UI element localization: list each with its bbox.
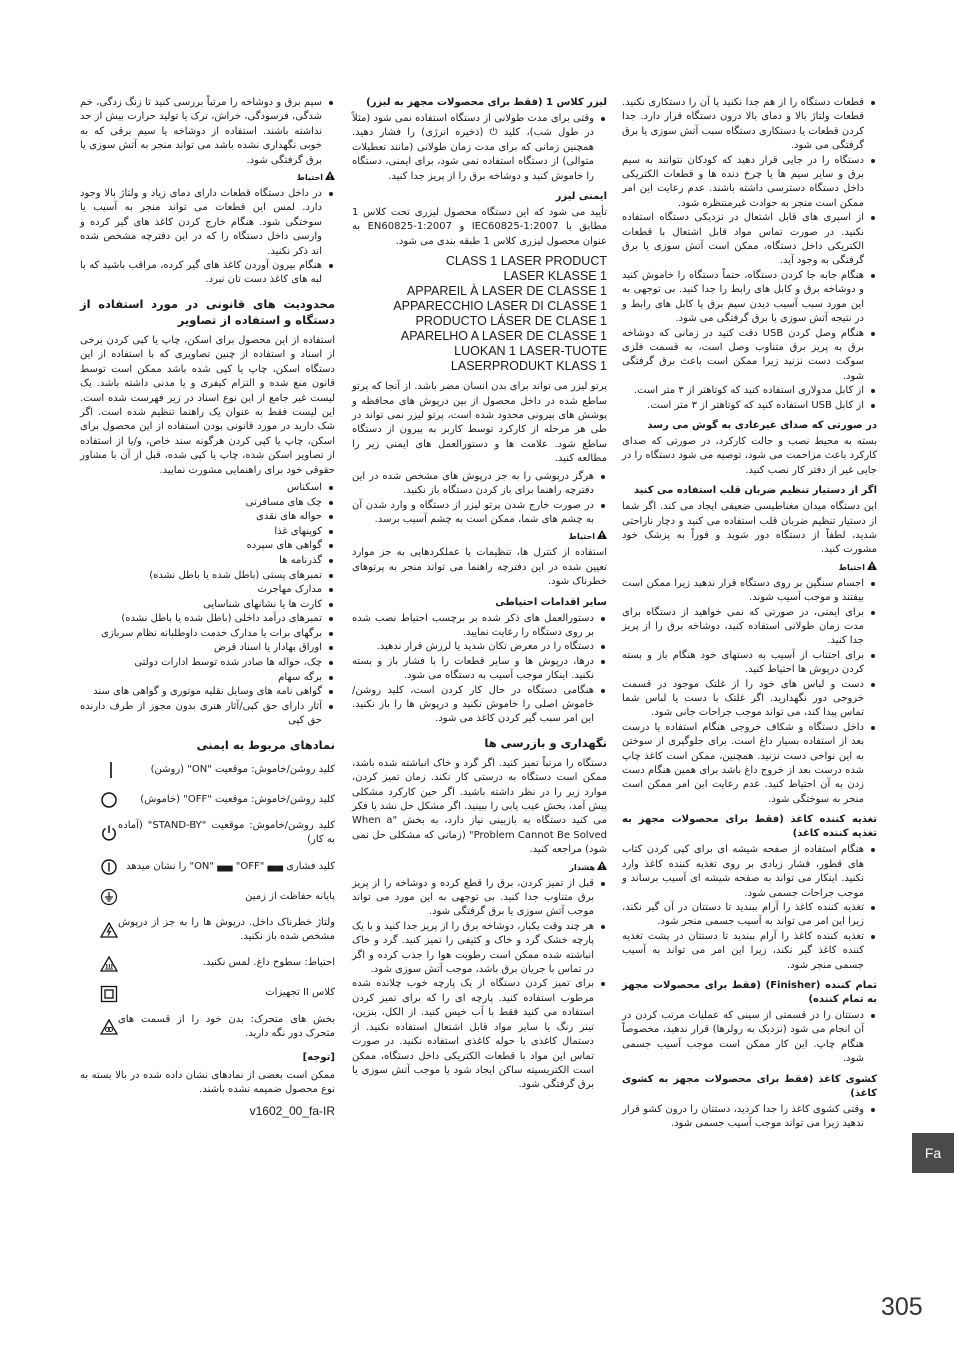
paragraph: این دستگاه میدان مغناطیسی ضعیفی ایجاد می کند. اگر شما از دستیار تنظیم ضربان قلب استفاده می کنید و دچار ناراحتی شدید، لطفاً از دستگاه دور شوید و فوراً به پزشک خود مشورت کنید. — [622, 501, 877, 556]
list-item: کارت ها یا نشانهای شناسایی — [80, 598, 322, 613]
symbol-row — [80, 789, 335, 811]
warning-triangle-icon — [597, 530, 607, 543]
list-item: قبل از تمیز کردن، برق را قطع کرده و دوشاخه را از پریز برق متناوب جدا کنید. بی توجهی به این مورد می تواند موجب آتش سوزی یا برق گرفتگی شود. — [352, 877, 594, 920]
bullet-list — [80, 481, 335, 729]
symbol-description: کلاس II تجهیزات — [265, 987, 335, 999]
list-item: تمبرهای پستی (باطل شده یا باطل نشده) — [80, 569, 322, 584]
paragraph: استفاده از کنترل ها، تنظیمات یا عملکردهایی به جز موارد تعیین شده در این دفترچه راهنما می تواند منجر به پرتوهای خطرناک شود. — [352, 547, 607, 588]
list-item: گذرنامه ها — [80, 554, 322, 569]
laser-class-list — [352, 254, 607, 374]
list-item: تمبرهای درآمد داخلی (باطل شده یا باطل نشده) — [80, 612, 322, 627]
section-heading: در صورتی که صدای غیرعادی به گوش می رسد — [647, 419, 877, 431]
paragraph: دستگاه را مرتباً تمیز کنید. اگر گرد و خاک انباشته شده باشد، ممکن است دستگاه به درستی کار نکند. زمان تمیز کردن، موارد زیر را در نظر داشته باشید. اگر حین کارکرد مشکلی پیش آمد، بخش عیب یابی را ببینید. اگر مشکل حل نشد یا فکر می کنید دستگاه به بازبینی نیاز دارد، به بخش "When a Problem Cannot Be Solved" (زمانی که مشکلی حل نمی شود) مراجعه کنید. — [352, 757, 608, 856]
high-voltage-warning-icon — [80, 922, 118, 938]
paragraph: بسته به محیط نصب و حالت کارکرد، در صورتی که صدای کارکرد باعث مزاحمت می شود، توصیه می شود دستگاه را در جایی غیر از دفتر کار نصب کنید. — [622, 435, 877, 476]
bullet-list — [352, 470, 607, 528]
warning-label: هشدار — [352, 861, 607, 874]
laser-line: APPARECCHIO LASER DI CLASSE 1 — [393, 299, 607, 314]
laser-line: LUOKAN 1 LASER-TUOTE — [454, 344, 607, 359]
list-item: گواهی های سپرده — [80, 539, 322, 554]
symbol-description: بخش های متحرک: بدن خود را از قسمت های متحرک دور نگه دارید. — [118, 1013, 335, 1040]
list-item: درها، درپوش ها و سایر قطعات را با فشار باز و بسته نکنید. اینکار موجب آسیب به دستگاه می شود. — [352, 655, 594, 684]
laser-line: APPAREIL À LASER DE CLASSE 1 — [406, 284, 607, 299]
list-item: آثار دارای حق کپی/آثار هنری بدون مجوز از طرف دارنده حق کپی — [80, 700, 322, 729]
paragraph: استفاده از این محصول برای اسکن، چاپ یا کپی کردن برخی از اسناد و استفاده از چنین تصاویری که با استفاده از این دستگاه اسکن، چاپ یا کپی شده باشد ممکن است توسط قانون منع شده و التزام کیفری و یا مدنی داشته باشد. یک لیست غیر جامع از این نوع اسناد در زیر فهرست شده است. این لیست فقط به عنوان یک راهنما تنظیم شده است. اگر شک دارید در مورد قانونی بودن استفاده از این محصول برای اسکن، چاپ یا کپی کردن هرگونه سند خاص، و/یا از استفاده از تصاویر اسکن شده، چاپ یا کپی شده، قبل از آن با مشاور حقوقی خود برای راهنمایی مشورت نمایید. — [80, 334, 335, 476]
symbol-row — [80, 856, 335, 878]
symbol-description: پایانه حفاظت از زمین — [245, 890, 335, 902]
section-heading: نگهداری و بازرسی ها — [484, 735, 607, 750]
symbol-row — [80, 886, 335, 908]
section-heading: اگر از دستیار تنظیم ضربان قلب استفاده می کنید — [633, 485, 877, 497]
caution-label: احتیاط — [80, 171, 335, 184]
list-item: برای ایمنی، در صورتی که نمی خواهید از دستگاه برای مدت زمان طولانی استفاده کنید، دوشاخه برق را از پریز جدا کنید. — [622, 606, 864, 649]
list-item: هر چند وقت یکبار، دوشاخه برق را از پریز جدا کنید و با یک پارچه خشک گرد و خاک و کثیفی را تمیز کنید. گرد و خاک انباشته شده ممکن است رطوبت هوا را جذب کرده و اگر در تماس با جریان برق باشد، موجب آتش سوزی شود. — [352, 920, 594, 978]
list-item: هنگامی دستگاه در حال کار کردن است، کلید روشن/خاموش اصلی را خاموش نکنید و درپوش ها را باز نکنید. این امر سبب گیر کردن کاغذ می شود. — [352, 684, 594, 727]
list-item: اوراق بهادار یا اسناد قرض — [80, 641, 322, 656]
list-item: هنگام استفاده از صفحه شیشه ای برای کپی کردن کتاب های قطور، فشار زیادی بر روی تغذیه کننده کاغذ وارد نکنید. اینکار می تواند به صفحه شیشه ای آسیب برساند و موجب جراحات جسمی شود. — [622, 843, 864, 901]
list-item: حواله های نقدی — [80, 510, 322, 525]
list-item: هنگام بیرون آوردن کاغذ های گیر کرده، مراقب باشید که با لبه های کاغذ دست تان نبرد. — [80, 259, 322, 288]
list-item: از اسپری های قابل اشتعال در نزدیکی دستگاه استفاده نکنید. در صورت تماس مواد قابل اشتعال با قطعات الکتریکی داخل دستگاه، ممکن است آتش سوزی یا برق گرفتگی به وجود آید. — [622, 211, 864, 269]
power-on-line-icon — [80, 761, 118, 779]
symbol-description: احتیاط: سطوح داغ. لمس نکنید. — [202, 957, 335, 969]
list-item: تغذیه کننده کاغذ را آرام ببندید تا دستتان در پشت تغذیه کننده کاغذ گیر نکند، زیرا این امر می تواند به آسیب جسمی منجر شود. — [622, 930, 864, 973]
list-item: چک های مسافرتی — [80, 496, 322, 511]
list-item: وقتی کشوی کاغذ را جدا کردید، دستتان را درون کشو قرار ندهید زیرا می تواند موجب آسیب جسمی شود. — [622, 1103, 864, 1132]
warning-triangle-icon — [597, 861, 607, 874]
laser-line: CLASS 1 LASER PRODUCT — [445, 254, 607, 269]
section-heading: لیزر کلاس 1 (فقط برای محصولات مجهز به لیزر) — [366, 97, 607, 108]
section-heading: تغذیه کننده کاغذ (فقط برای محصولات مجهز به تغذیه کننده کاغذ) — [622, 814, 877, 840]
page-number: 305 — [881, 1293, 923, 1321]
list-item: هرگز درپوشی را به جز درپوش های مشخص شده در این دفترچه راهنما برای باز کردن دستگاه باز نکنید. — [352, 470, 594, 499]
bullet-list — [352, 112, 607, 184]
section-heading: تمام کننده (Finisher) (فقط برای محصولات مجهز به تمام کننده) — [622, 979, 877, 1005]
section-heading: نمادهای مربوط به ایمنی — [196, 738, 335, 753]
list-item: قطعات دستگاه را از هم جدا نکنید یا آن را دستکاری نکنید. قطعات ولتاژ بالا و دمای بالا درون دستگاه قرار دارد. جدا کردن قطعات یا دستکاری دستگاه سبب آتش سوزی یا برق گرفتگی می شود. — [622, 96, 864, 154]
symbol-row — [80, 1013, 335, 1042]
symbol-row — [80, 916, 335, 945]
column-middle — [352, 96, 607, 1096]
section-heading: سایر اقدامات احتیاطی — [495, 596, 607, 608]
paragraph: تأیید می شود که این دستگاه محصول لیزری تحت کلاس 1 مطابق با IEC60825-1:2007 و EN60825-1:2007 به عنوان محصول لیزری کلاس 1 طبقه بندی می شود. — [352, 207, 608, 247]
list-item: دستگاه را در جایی قرار دهید که کودکان نتوانند به سیم برق و سایر سیم ها یا چرخ دنده ها و قطعات الکتریکی داخل دستگاه دسترسی داشته باشند. عدم رعایت این امر ممکن است منجر به حوادث غیرمنتظره شود. — [622, 154, 864, 212]
symbol-row — [80, 759, 335, 781]
document-code: v1602_00_fa-IR — [249, 1103, 335, 1118]
list-item: وقتی برای مدت طولانی از دستگاه استفاده نمی شود (مثلاً در طول شب)، کلید ⏻ (ذخیره انرژی) را فشار دهید. همچنین زمانی که برای مدت زمان طولانی (مانند تعطیلات متوالی) از دستگاه استفاده نمی شود، برای ایمنی، دستگاه را خاموش کنید و دوشاخه برق را از پریز جدا کنید. — [352, 112, 594, 184]
bullet-list — [622, 96, 877, 413]
paragraph: پرتو لیزر می تواند برای بدن انسان مضر باشد. از آنجا که پرتو ساطع شده در داخل محصول از بین درپوش های محافظه و پوشش های بیرونی محدود شده است، پرتو لیزر نمی تواند در طی هر مرحله از کارکرد توسط کاربر به بیرون از دستگاه ساطع شود. علامت ها و دستورالعمل های ایمنی زیر را مطالعه کنید. — [352, 381, 607, 465]
caution-label: احتیاط — [352, 530, 607, 543]
bullet-list — [352, 612, 607, 727]
push-switch-icon — [80, 858, 118, 876]
class-ii-icon — [80, 985, 118, 1003]
section-heading: محدودیت های قانونی در مورد استفاده از دستگاه و استفاده از تصاویر — [80, 296, 335, 327]
bullet-list — [622, 1009, 877, 1067]
caution-label: احتیاط — [622, 561, 877, 574]
list-item: برگهای برات یا مدارک خدمت داوطلبانه نظام سربازی — [80, 627, 322, 642]
list-item: چک، حواله ها صادر شده توسط ادارات دولتی — [80, 656, 322, 671]
symbol-row — [80, 953, 335, 975]
list-item: برگه سهام — [80, 671, 322, 686]
symbol-row — [80, 983, 335, 1005]
bullet-list — [80, 187, 335, 288]
list-item: برای تمیز کردن دستگاه از یک پارچه خوب چلانده شده مرطوب استفاده کنید. پارچه ای را که برای تمیز کردن استفاده می کنید فقط با آب خیس کنید. از الکل، بنزین، تینر رنگ یا سایر مواد قابل اشتعال استفاده نکنید. از دستمال کاغذی یا حوله کاغذی استفاده نکنید. در صورت تماس این مواد با قطعات الکتریکی داخل دستگاه، ممکن است الکتریسیته ساکن ایجاد شود یا موجب آتش سوزی یا برق گرفتگی شود. — [352, 977, 594, 1092]
warning-triangle-icon — [325, 171, 335, 184]
bullet-list — [352, 877, 607, 1093]
bullet-list — [622, 843, 877, 973]
section-heading: کشوی کاغذ (فقط برای محصولات مجهز به کشوی کاغذ) — [622, 1073, 877, 1099]
column-left — [80, 96, 335, 1121]
list-item: دستگاه را در معرض تکان شدید یا لرزش قرار ندهید. — [352, 640, 594, 654]
hot-surface-warning-icon — [80, 956, 118, 972]
list-item: دستورالعمل های ذکر شده بر برچسب احتیاط نصب شده بر روی دستگاه را رعایت نمایید. — [352, 612, 594, 641]
list-item: در صورت خارج شدن پرتو لیزر از دستگاه و وارد شدن آن به چشم های شما، ممکن است به چشم آسیب برسد. — [352, 499, 594, 528]
standby-icon — [80, 824, 118, 842]
symbol-description: کلید فشاری ▄▄ "ON" ▄▄ "OFF" را نشان میدهد — [126, 860, 335, 872]
note-text: ممکن است بعضی از نمادهای نشان داده شده در بالا بسته به نوع محصول ضمیمه نشده باشند. — [80, 1069, 335, 1096]
laser-line: LASERPRODUKT KLASS 1 — [450, 359, 607, 374]
list-item: مدارک مهاجرت — [80, 583, 322, 598]
list-item: دستتان را در قسمتی از سینی که عملیات مرتب کردن در آن انجام می شود (نزدیک به رولرها) قرار ندهید، مخصوصاً هنگام چاپ. این کار ممکن است موجب آسیب جسمی شود. — [622, 1009, 864, 1067]
power-off-circle-icon — [80, 791, 118, 809]
list-item: هنگام جابه جا کردن دستگاه، حتماً دستگاه را خاموش کنید و دوشاخه برق و کابل های رابط را جدا کنید. بی توجهی به این مورد سبب آسیب دیدن سیم برق یا کابل های رابط و در نتیجه آتش سوزی یا برق گرفتگی می شود. — [622, 269, 864, 327]
list-item: دست و لباس های خود را از غلتک موجود در قسمت خروجی دور نگهدارید. اگر غلتک با دست یا لباس شما تماس پیدا کند، می تواند موجب جراحات جانی شود. — [622, 678, 864, 721]
laser-line: PRODUCTO LÁSER DE CLASE 1 — [415, 314, 607, 329]
list-item: از کابل USB استفاده کنید که کوتاهتر از ۳ متر است. — [622, 399, 864, 413]
list-item: سیم برق و دوشاخه را مرتباً بررسی کنید تا زنگ زدگی، خم شدگی، فرسودگی، خراش، ترک یا تولید حرارت بیش از حد نداشته باشند. استفاده از دوشاخه یا سیم برقی که به خوبی نگهداری نشده باشد می تواند منجر به آتش سوزی یا برق گرفتگی شود. — [80, 96, 322, 168]
symbol-description: ولتاژ خطرناک داخل. درپوش ها را به جز از درپوش مشخص شده باز نکنید. — [118, 916, 335, 943]
symbol-description: کلید روشن/خاموش: موقعیت "ON" (روشن) — [150, 763, 335, 775]
language-tab: Fa — [912, 1133, 954, 1173]
list-item: داخل دستگاه و شکاف خروجی هنگام استفاده یا درست بعد از استفاده بسیار داغ است. برای جلوگیری از سوختن به این نواحی دست نزنید. همچنین، ممکن است کاغذ چاپ شده درست بعد از خروج داغ باشد برای همین هنگام دست زدن به آن احتیاط کنید. عدم رعایت این امر ممکن است منجر به سوختگی شود. — [622, 721, 864, 807]
list-item: برای اجتناب از آسیب به دستهای خود هنگام باز و بسته کردن درپوش ها احتیاط کنید. — [622, 649, 864, 678]
symbol-row — [80, 819, 335, 848]
bullet-list — [80, 96, 335, 168]
column-right — [622, 96, 877, 1134]
protective-earth-icon — [80, 888, 118, 906]
section-heading: ایمنی لیزر — [555, 191, 607, 203]
laser-line: APARELHO A LASER DE CLASSE 1 — [400, 329, 607, 344]
list-item: از کابل مدولاری استفاده کنید که کوتاهتر از ۳ متر است. — [622, 384, 864, 398]
list-item: تغذیه کننده کاغذ را آرام ببندید تا دستتان در آن گیر نکند، زیرا این امر می تواند به آسیب جسمی منجر شود. — [622, 901, 864, 930]
laser-line: LASER KLASSE 1 — [503, 269, 607, 284]
symbol-description: کلید روشن/خاموش: موقعیت "STAND-BY" (آماده به کار) — [118, 820, 335, 846]
list-item: کوپنهای غذا — [80, 525, 322, 540]
note-title: [توجه] — [302, 1052, 335, 1064]
symbol-description: کلید روشن/خاموش: موقعیت "OFF" (خاموش) — [140, 793, 335, 805]
list-item: اسکناس — [80, 481, 322, 496]
bullet-list — [622, 577, 877, 808]
list-item: هنگام وصل کردن USB دقت کنید در زمانی که دوشاخه برق به پریز برق متناوب وصل است، به قسمت فلزی سوکت دست نزنید زیرا ممکن است باعث برق گرفتگی شود. — [622, 327, 864, 385]
list-item: اجسام سنگین بر روی دستگاه قرار ندهید زیرا ممکن است بیفتند و موجب آسیب شوند. — [622, 577, 864, 606]
list-item: گواهی نامه های وسایل نقلیه موتوری و گواهی های سند — [80, 685, 322, 700]
bullet-list — [622, 1103, 877, 1132]
list-item: در داخل دستگاه قطعات دارای دمای زیاد و ولتاژ بالا وجود دارد. لمس این قطعات می تواند منجر به آسیب یا سوختگی شود. هنگام خارج کردن کاغذ های گیر کرده و وارسی داخل دستگاه را که در این دفترچه مشخص شده اند ذکر نکنید. — [80, 187, 322, 259]
warning-triangle-icon — [867, 561, 877, 574]
moving-parts-warning-icon — [80, 1019, 118, 1035]
